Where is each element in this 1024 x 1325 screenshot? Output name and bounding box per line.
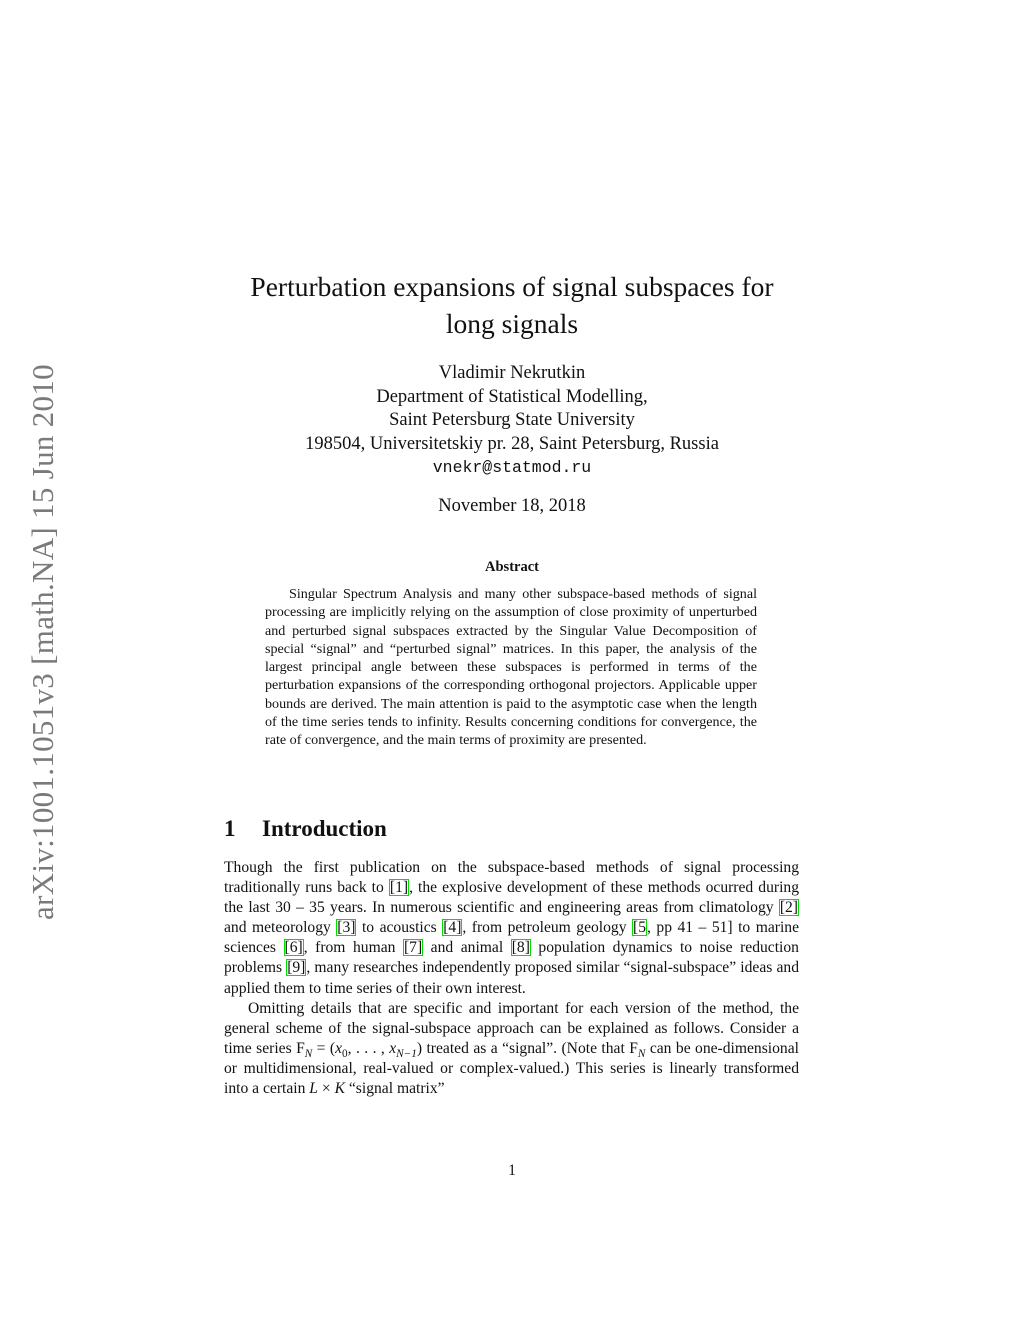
paragraph-text: , many researches independently proposed similar “signal-subspace” ideas and applied them to time series of their own interest.	[224, 959, 799, 997]
math-subscript: N	[304, 1047, 313, 1060]
paragraph-text: Omitting details that are specific and important for each version of the method, the general scheme of the signal-subspace approach can be explained as follows. Consider a time series	[224, 999, 799, 1057]
paper-title	[200, 268, 824, 342]
introduction-body	[224, 858, 799, 1099]
math-operator: ×	[317, 1080, 335, 1098]
citation-link-5[interactable]: [5	[633, 919, 647, 937]
section-title: Introduction	[262, 816, 387, 841]
paper-date: November 18, 2018	[438, 496, 586, 516]
citation-link-9[interactable]: [9]	[287, 959, 306, 977]
paragraph-text: , pp 41 – 51] to marine sciences	[224, 919, 799, 957]
paragraph-text: Though the first publication on the subspace-based methods of signal processing traditionally runs back to	[224, 859, 799, 897]
math-subscript: N	[637, 1047, 646, 1060]
author-department: Department of Statistical Modelling,	[376, 386, 648, 407]
paragraph-text: , from petroleum geology	[462, 919, 633, 937]
author-university: Saint Petersburg State University	[389, 410, 635, 430]
math-operator: = (	[312, 1039, 336, 1057]
author-block	[200, 362, 824, 480]
paragraph-text: , the explosive development of these methods ocurred during the last 30 – 35 years. In numerous scientific and engineering areas from climatology	[224, 879, 799, 917]
math-symbol: L	[309, 1080, 318, 1098]
paper-title-line-2: long signals	[445, 308, 579, 339]
paragraph-text: “signal matrix”	[344, 1080, 445, 1098]
math-series-fn-2	[629, 1039, 646, 1060]
paragraph-text: and animal	[423, 939, 511, 957]
author-email: vnekr@statmod.ru	[432, 458, 592, 477]
citation-link-7[interactable]: [7]	[403, 939, 423, 957]
section-number: 1	[224, 816, 236, 841]
arxiv-identifier-stamp: arXiv:1001.1051v3 [math.NA] 15 Jun 2010	[25, 364, 60, 920]
page-number: 1	[508, 1162, 516, 1179]
author-name: Vladimir Nekrutkin	[438, 363, 586, 383]
intro-paragraph-2	[224, 999, 799, 1099]
section-heading-introduction	[224, 814, 387, 844]
citation-link-6[interactable]: [6]	[284, 939, 303, 957]
math-operator: , . . . ,	[347, 1039, 390, 1057]
math-symbol: x	[389, 1039, 397, 1057]
paper-title-line-1: Perturbation expansions of signal subspaces for	[250, 271, 774, 302]
math-subscript: 0	[342, 1047, 348, 1060]
paragraph-text: to acoustics	[356, 919, 443, 937]
math-operator: )	[416, 1039, 423, 1057]
abstract-text: Singular Spectrum Analysis and many other subspace-based methods of signal processing are implicitly relying on the assumption of close proximity of unperturbed and perturbed signal subspaces extracted by the Singular Value Decomposition of special “signal” and “perturbed signal” matrices. In this paper, the analysis of the largest principal angle between these subspaces is performed in terms of the perturbation expansions of the corresponding orthogonal projectors. Applicable upper bounds are derived. The main attention is paid to the asymptotic case when the length of the time series tends to infinity. Results concerning conditions for convergence, the rate of convergence, and the main terms of proximity are presented.	[265, 586, 757, 749]
abstract-heading: Abstract	[485, 559, 539, 575]
citation-link-4[interactable]: [4]	[443, 919, 462, 937]
math-series-fn	[296, 1039, 423, 1060]
paragraph-text: treated as a “signal”. (Note that	[422, 1039, 630, 1057]
math-symbol: F	[296, 1039, 305, 1057]
citation-link-2[interactable]: [2]	[779, 899, 798, 917]
paragraph-text: and meteorology	[224, 919, 337, 937]
intro-paragraph-1	[224, 858, 799, 999]
math-subscript: N−1	[396, 1047, 417, 1060]
math-matrix-dimensions	[309, 1080, 345, 1097]
citation-link-8[interactable]: [8]	[511, 939, 530, 957]
math-symbol: F	[629, 1039, 638, 1057]
author-address: 198504, Universitetskiy pr. 28, Saint Petersburg, Russia	[305, 433, 719, 454]
paragraph-text: , from human	[303, 939, 403, 957]
math-symbol: K	[334, 1080, 345, 1098]
citation-link-3[interactable]: [3]	[337, 919, 356, 937]
paragraph-text: can be one-dimensional or multidimensional, real-valued or complex-valued.) This series is linearly transformed into a certain	[224, 1039, 799, 1098]
citation-link-1[interactable]: [1]	[389, 879, 409, 897]
math-symbol: x	[335, 1039, 343, 1057]
paragraph-text: population dynamics to noise reduction problems	[224, 939, 799, 977]
